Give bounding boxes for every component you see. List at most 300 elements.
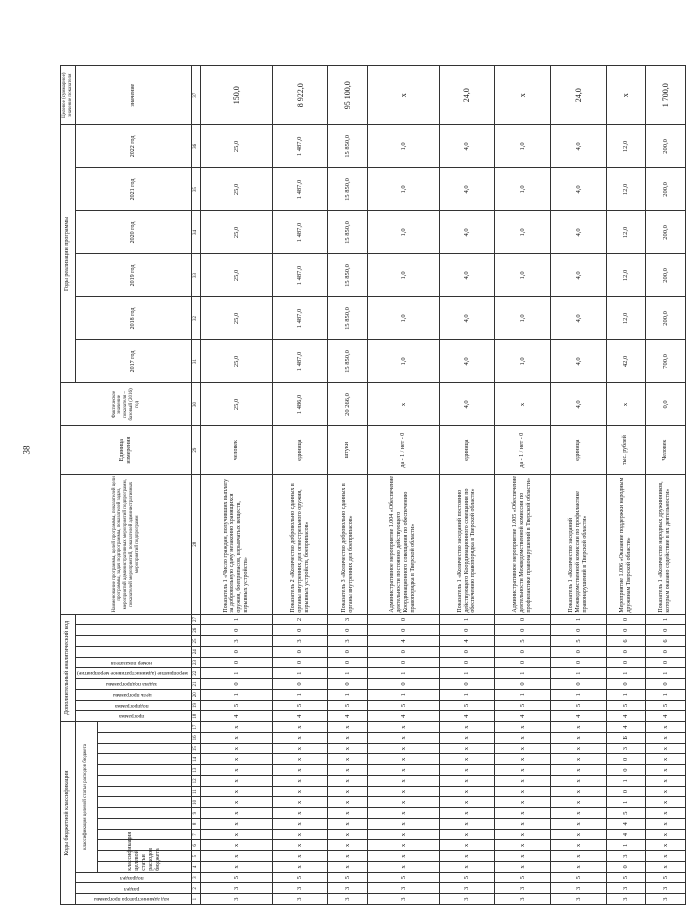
year-value-cell: 15 850,0 (328, 168, 367, 211)
extra-code-cell: 1 (606, 689, 645, 700)
code-cell: х (272, 851, 328, 862)
table-row (606, 66, 645, 905)
base-value-cell: 0,0 (646, 383, 686, 426)
code-cell: х (439, 862, 495, 873)
column-number: 26 (192, 625, 201, 636)
code-cell: 5 (606, 808, 645, 819)
extra-code-cell: 0 (200, 679, 272, 690)
year-value-cell: 12,0 (606, 168, 645, 211)
extra-code-cell: 2 (272, 614, 328, 625)
column-number: 18 (192, 711, 201, 722)
years-header: Годы реализации программы (61, 125, 76, 383)
code-cell: 5 (367, 872, 439, 883)
code-cell: 3 (606, 743, 645, 754)
code-cell: 3 (439, 883, 495, 894)
year-header: 2017 год (75, 340, 192, 383)
year-value-cell: 200,0 (646, 125, 686, 168)
code-cell: х (328, 776, 367, 787)
code-cell: х (646, 851, 686, 862)
column-number: 13 (192, 765, 201, 776)
table-row (328, 66, 367, 905)
extra-code-cell: 1 (328, 689, 367, 700)
code-cell: х (367, 786, 439, 797)
code-cell: х (550, 733, 606, 744)
extra-col-header (75, 614, 192, 625)
extra-code-cell: 0 (606, 646, 645, 657)
extra-code-cell: 0 (495, 657, 551, 668)
unit-cell: штуки (328, 426, 367, 474)
column-number: 5 (192, 851, 201, 862)
vertical-label: раздел (124, 885, 140, 892)
code-cell: х (495, 797, 551, 808)
extra-code-cell: 1 (367, 668, 439, 679)
extra-code-cell: 0 (606, 679, 645, 690)
code-cell: х (495, 851, 551, 862)
year-value-cell: 4,0 (439, 340, 495, 383)
code-cell: х (495, 829, 551, 840)
extra-code-cell: 0 (606, 614, 645, 625)
year-value-cell: 4,0 (550, 254, 606, 297)
year-value-cell: 200,0 (646, 168, 686, 211)
code-cell: 3 (328, 894, 367, 905)
extra-code-cell: 0 (646, 679, 686, 690)
code-cell: х (495, 722, 551, 733)
extra-code-cell: 4 (367, 711, 439, 722)
year-value-cell: 1 487,0 (272, 254, 328, 297)
extra-code-cell: 5 (606, 700, 645, 711)
year-value-cell: 200,0 (646, 297, 686, 340)
code-cell: х (367, 776, 439, 787)
extra-code-cell: 1 (200, 614, 272, 625)
extra-code-cell: 0 (495, 614, 551, 625)
column-number: 4 (192, 862, 201, 873)
year-value-cell: 25,0 (200, 125, 272, 168)
code-subcol-header (97, 733, 192, 744)
vertical-label: цель программы (112, 691, 152, 698)
year-value-cell: 15 850,0 (328, 340, 367, 383)
code-cell: х (328, 722, 367, 733)
column-number: 28 (192, 474, 201, 614)
extra-code-cell: 1 (272, 689, 328, 700)
column-number: 23 (192, 657, 201, 668)
code-cell: х (367, 754, 439, 765)
name-cell: Показатель 1 «Количество заседаний постоянно действующего Координационного совещания по обеспечению правопорядка в Тверской области» (439, 474, 495, 614)
column-number: 25 (192, 636, 201, 647)
year-value-cell: 25,0 (200, 211, 272, 254)
code-cell: х (367, 722, 439, 733)
extra-code-cell: 0 (495, 625, 551, 636)
year-value-cell: 25,0 (200, 340, 272, 383)
code-cell: х (439, 733, 495, 744)
year-value-cell: 4,0 (550, 297, 606, 340)
base-header: Фактическое значение показателя – базовый (2016) год (61, 383, 192, 426)
extra-code-cell: 4 (646, 711, 686, 722)
year-value-cell: 1,0 (367, 211, 439, 254)
column-number: 14 (192, 754, 201, 765)
final-value-header: значение (75, 66, 192, 125)
name-cell: Мероприятие 1.006 «Оказание поддержки народным дружинам Тверской области» (606, 474, 645, 614)
code-cell: 3 (272, 894, 328, 905)
code-cell: 0 (606, 754, 645, 765)
extra-code-cell: 0 (328, 657, 367, 668)
program-table (60, 65, 686, 905)
column-number: 6 (192, 840, 201, 851)
column-number: 9 (192, 808, 201, 819)
code-col-header (75, 894, 192, 905)
code-cell: х (200, 722, 272, 733)
code-cell: х (367, 829, 439, 840)
code-cell: х (646, 786, 686, 797)
year-value-cell: 1,0 (495, 211, 551, 254)
unit-cell: единица (550, 426, 606, 474)
extra-col-header (75, 625, 192, 636)
code-cell: х (495, 765, 551, 776)
column-number-row (192, 66, 201, 905)
code-cell: 3 (550, 894, 606, 905)
year-value-cell: 1 487,0 (272, 125, 328, 168)
year-value-cell: 15 850,0 (328, 254, 367, 297)
extra-code-cell: 0 (550, 657, 606, 668)
code-cell: 3 (200, 894, 272, 905)
extra-code-cell: 0 (367, 679, 439, 690)
code-cell: х (439, 776, 495, 787)
name-header: Наименование программы, целей программы, показателей цели программы, задач подпрограммы, показателей задач, мероприятий административных мероприятий подпрограмм, показателей мероприятий, показателей административных мероприятий подпрограмм (61, 474, 192, 614)
year-value-cell: 4,0 (439, 254, 495, 297)
name-cell: Показатель 1 «Количество народных дружинников, которым оказано содействие в их деятельности» (646, 474, 686, 614)
extra-code-cell: 4 (439, 711, 495, 722)
extra-code-cell: 6 (606, 636, 645, 647)
extra-code-cell: 4 (439, 636, 495, 647)
extra-code-cell: 1 (550, 614, 606, 625)
year-value-cell: 12,0 (606, 211, 645, 254)
code-cell: х (272, 819, 328, 830)
code-subcol-header (97, 808, 192, 819)
year-value-cell: 200,0 (646, 254, 686, 297)
year-value-cell: 1 487,0 (272, 297, 328, 340)
table-row (272, 66, 328, 905)
code-cell: х (439, 819, 495, 830)
code-cell: х (328, 840, 367, 851)
code-cell: 0 (606, 862, 645, 873)
base-value-cell: х (495, 383, 551, 426)
vertical-label: программа (119, 713, 145, 720)
year-value-cell: 1,0 (495, 168, 551, 211)
code-cell: х (272, 808, 328, 819)
code-cell: 3 (606, 883, 645, 894)
year-value-cell: 4,0 (439, 211, 495, 254)
code-cell: х (550, 829, 606, 840)
column-number: 21 (192, 679, 201, 690)
name-cell: Показатель 1 «Количество заседаний Межведомственной комиссии по профилактике правонарушений в Тверской области» (550, 474, 606, 614)
base-value-cell: х (606, 383, 645, 426)
code-cell: х (272, 733, 328, 744)
year-header: 2022 год (75, 125, 192, 168)
year-value-cell: 200,0 (646, 211, 686, 254)
code-cell: х (328, 733, 367, 744)
column-number: 12 (192, 776, 201, 787)
code-cell: х (328, 754, 367, 765)
extra-code-cell: 1 (646, 668, 686, 679)
name-cell: Административное мероприятие 1.005 «Обеспечение деятельности Межведомственной комиссии по профилактике правонарушений в Тверской области» (495, 474, 551, 614)
column-number: 3 (192, 872, 201, 883)
code-cell: х (200, 797, 272, 808)
code-cell: х (439, 797, 495, 808)
year-value-cell: 1,0 (495, 125, 551, 168)
column-number: 7 (192, 829, 201, 840)
code-cell: х (272, 840, 328, 851)
year-value-cell: 25,0 (200, 168, 272, 211)
year-value-cell: 12,0 (606, 254, 645, 297)
code-cell: х (328, 786, 367, 797)
code-subcol-header (97, 776, 192, 787)
code-cell: х (646, 808, 686, 819)
extra-col-header (75, 679, 192, 690)
unit-cell: человек (200, 426, 272, 474)
year-value-cell: 25,0 (200, 254, 272, 297)
code-cell: х (272, 743, 328, 754)
extra-code-cell: 5 (495, 636, 551, 647)
extra-col-header (75, 646, 192, 657)
code-subcol-header (97, 722, 192, 733)
extra-code-cell: 4 (606, 711, 645, 722)
extra-code-header: Дополнительный аналитический код (61, 614, 76, 722)
column-number: 8 (192, 819, 201, 830)
code-cell: х (646, 743, 686, 754)
unit-cell: да - 1 / нет - 0 (495, 426, 551, 474)
code-subcol-header (97, 754, 192, 765)
unit-header: Единица измерения (61, 426, 192, 474)
code-cell: х (646, 862, 686, 873)
unit-cell: единица (272, 426, 328, 474)
extra-code-cell: 0 (495, 679, 551, 690)
code-subcol-header (97, 819, 192, 830)
budget-code-header: Коды бюджетной классификации (61, 722, 76, 905)
code-cell: х (550, 808, 606, 819)
extra-code-cell: 1 (646, 614, 686, 625)
code-cell: х (495, 733, 551, 744)
code-cell: х (200, 754, 272, 765)
code-subcol-header (97, 840, 192, 851)
code-cell: 3 (495, 883, 551, 894)
extra-code-cell: 4 (367, 636, 439, 647)
extra-code-cell: 1 (550, 668, 606, 679)
code-cell: х (439, 851, 495, 862)
extra-code-cell: 3 (200, 636, 272, 647)
year-value-cell: 1,0 (367, 125, 439, 168)
extra-code-cell: 0 (646, 625, 686, 636)
code-cell: 3 (367, 894, 439, 905)
code-cell: х (272, 765, 328, 776)
year-value-cell: 42,0 (606, 340, 645, 383)
extra-code-cell: 0 (272, 679, 328, 690)
code-cell: х (550, 851, 606, 862)
code-cell: х (550, 743, 606, 754)
code-cell: х (328, 829, 367, 840)
year-value-cell: 12,0 (606, 125, 645, 168)
code-cell: х (646, 797, 686, 808)
extra-code-cell: 3 (328, 614, 367, 625)
code-cell: х (550, 797, 606, 808)
extra-code-cell: 1 (550, 689, 606, 700)
extra-code-cell: 0 (439, 657, 495, 668)
code-cell: х (439, 754, 495, 765)
code-cell: х (550, 819, 606, 830)
base-value-cell: 4,0 (439, 383, 495, 426)
code-cell: 5 (328, 872, 367, 883)
extra-code-cell: 1 (272, 668, 328, 679)
year-header: 2021 год (75, 168, 192, 211)
extra-code-cell: 5 (646, 700, 686, 711)
final-value-cell: 24,0 (550, 66, 606, 125)
column-number: 37 (192, 66, 201, 125)
extra-code-cell: 3 (328, 636, 367, 647)
extra-code-cell: 0 (646, 657, 686, 668)
code-cell: х (550, 776, 606, 787)
year-value-cell: 15 850,0 (328, 297, 367, 340)
code-cell: 3 (272, 883, 328, 894)
code-cell: 5 (439, 872, 495, 883)
year-value-cell: 1,0 (367, 168, 439, 211)
base-value-cell: х (367, 383, 439, 426)
page-number: 38 (21, 445, 32, 455)
vertical-label: подпрограмма (115, 702, 149, 709)
year-value-cell: 1,0 (367, 340, 439, 383)
document-sheet (60, 65, 672, 905)
code-cell: х (495, 776, 551, 787)
extra-code-cell: 1 (367, 689, 439, 700)
column-number: 31 (192, 340, 201, 383)
year-header: 2018 год (75, 297, 192, 340)
year-value-cell: 4,0 (439, 125, 495, 168)
extra-code-cell: 1 (200, 668, 272, 679)
code-cell: х (495, 786, 551, 797)
code-cell: х (495, 743, 551, 754)
extra-code-cell: 0 (272, 646, 328, 657)
code-cell: 3 (606, 851, 645, 862)
code-cell: х (328, 862, 367, 873)
extra-code-cell: 0 (200, 646, 272, 657)
unit-cell: тыс. рублей (606, 426, 645, 474)
code-cell: 3 (367, 883, 439, 894)
code-cell: 3 (328, 883, 367, 894)
code-cell: 0 (606, 786, 645, 797)
code-cell: х (367, 797, 439, 808)
code-cell: х (272, 797, 328, 808)
code-cell: х (272, 776, 328, 787)
column-number: 17 (192, 722, 201, 733)
year-value-cell: 15 850,0 (328, 125, 367, 168)
extra-code-cell: 0 (272, 625, 328, 636)
table-row (646, 66, 686, 905)
code-col-header (75, 872, 192, 883)
column-number: 11 (192, 786, 201, 797)
code-subcol-header (97, 797, 192, 808)
extra-code-cell: 0 (328, 679, 367, 690)
year-value-cell: 1 487,0 (272, 168, 328, 211)
extra-code-cell: 4 (328, 711, 367, 722)
code-cell: х (367, 733, 439, 744)
final-header: Целевое (суммарное) значение показателя (61, 66, 76, 125)
code-cell: х (439, 808, 495, 819)
extra-code-cell: 5 (550, 700, 606, 711)
extra-code-cell: 5 (495, 700, 551, 711)
column-number: 29 (192, 426, 201, 474)
extra-code-cell: 1 (495, 689, 551, 700)
final-value-cell: 150,0 (200, 66, 272, 125)
final-value-cell: х (606, 66, 645, 125)
code-cell: 5 (606, 872, 645, 883)
extra-col-header (75, 657, 192, 668)
code-cell: х (328, 851, 367, 862)
code-cell: х (367, 840, 439, 851)
extra-code-cell: 0 (200, 657, 272, 668)
extra-code-cell: 0 (439, 646, 495, 657)
code-cell: х (272, 786, 328, 797)
extra-code-cell: 0 (550, 679, 606, 690)
code-cell: х (200, 819, 272, 830)
extra-code-cell: 0 (439, 679, 495, 690)
extra-code-cell: 4 (272, 711, 328, 722)
extra-code-cell: 1 (439, 614, 495, 625)
extra-code-cell: 1 (439, 689, 495, 700)
code-cell: х (550, 765, 606, 776)
column-number: 19 (192, 700, 201, 711)
code-cell: х (646, 840, 686, 851)
extra-code-cell: 1 (328, 668, 367, 679)
extra-code-cell: 6 (646, 636, 686, 647)
code-cell: х (272, 862, 328, 873)
extra-code-cell: 0 (367, 614, 439, 625)
extra-code-cell: 5 (367, 700, 439, 711)
name-cell: Показатель 3 «Количество добровольно сданных в органы внутренних дел боеприпасов» (328, 474, 367, 614)
extra-code-cell: 0 (367, 646, 439, 657)
base-value-cell: 1 486,0 (272, 383, 328, 426)
code-cell: х (328, 808, 367, 819)
name-cell: Показатель 1 «Число граждан, получивших выплату за добровольную сдачу незаконно хранящихся оружия, боеприпасов, взрывчатых веществ, взрывных устройств» (200, 474, 272, 614)
final-value-cell: 1 700,0 (646, 66, 686, 125)
vertical-label: подраздел (120, 874, 144, 881)
code-cell: х (550, 840, 606, 851)
code-subcol-header (97, 743, 192, 754)
code-cell: 1 (606, 776, 645, 787)
code-cell: х (550, 862, 606, 873)
code-cell: х (200, 840, 272, 851)
table-row (367, 66, 439, 905)
year-value-cell: 700,0 (646, 340, 686, 383)
extra-code-cell: 1 (495, 668, 551, 679)
code-cell: 5 (200, 872, 272, 883)
final-value-cell: х (495, 66, 551, 125)
code-cell: х (495, 819, 551, 830)
column-number: 24 (192, 646, 201, 657)
extra-code-cell: 5 (550, 636, 606, 647)
extra-col-header (75, 689, 192, 700)
column-number: 33 (192, 254, 201, 297)
code-cell: х (495, 754, 551, 765)
year-value-cell: 4,0 (439, 297, 495, 340)
code-cell: 3 (550, 883, 606, 894)
code-cell: 4 (606, 722, 645, 733)
code-cell: х (439, 722, 495, 733)
extra-code-cell: 1 (606, 668, 645, 679)
extra-code-cell: 5 (200, 700, 272, 711)
code-cell: х (439, 786, 495, 797)
code-cell: х (200, 743, 272, 754)
vertical-label: код администратора программы (94, 896, 170, 903)
code-cell: 3 (495, 894, 551, 905)
year-header: 2019 год (75, 254, 192, 297)
code-cell: 5 (550, 872, 606, 883)
